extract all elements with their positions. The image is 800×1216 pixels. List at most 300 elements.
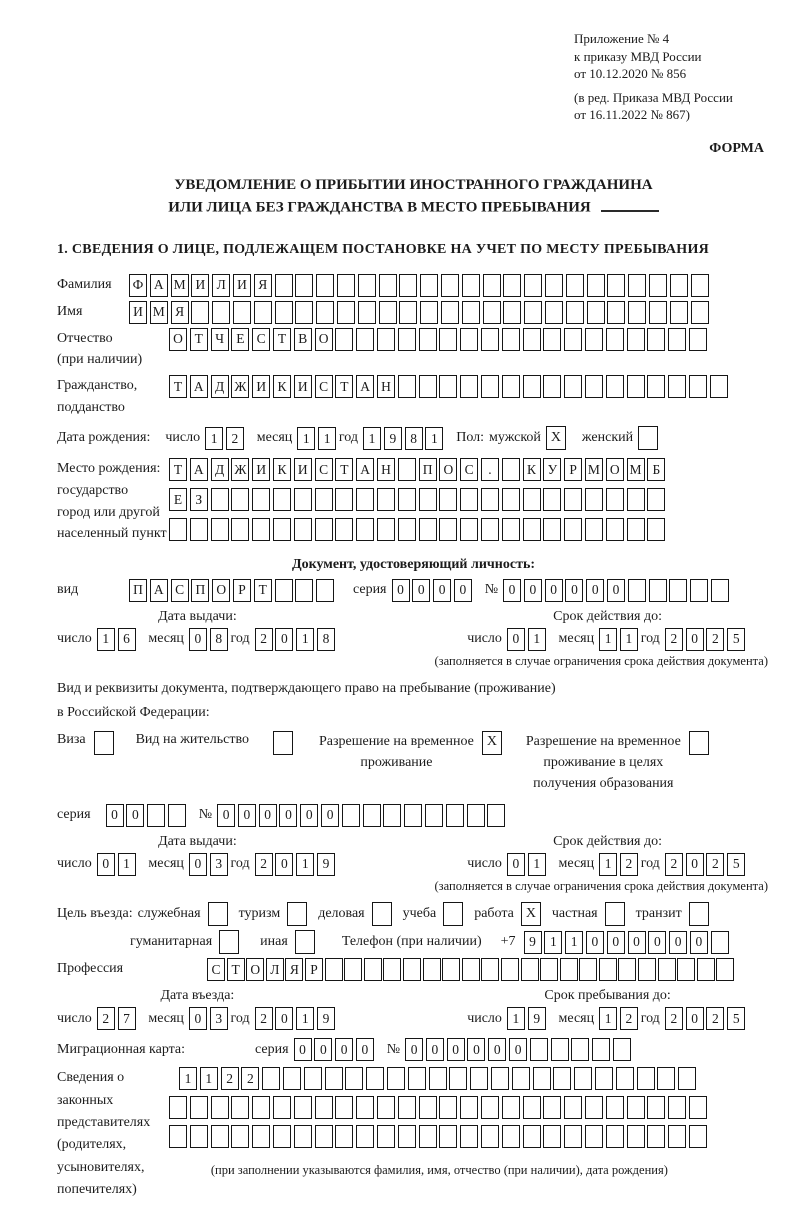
char-box[interactable] — [398, 328, 416, 351]
char-box[interactable] — [404, 804, 422, 827]
char-box[interactable]: 0 — [454, 579, 472, 602]
char-box[interactable]: 1 — [363, 427, 381, 450]
char-box[interactable] — [356, 518, 374, 541]
char-box[interactable]: М — [627, 458, 645, 481]
char-box[interactable] — [211, 1125, 229, 1148]
char-box[interactable] — [483, 301, 501, 324]
char-box[interactable] — [658, 958, 676, 981]
char-box[interactable]: 0 — [488, 1038, 506, 1061]
char-box[interactable] — [420, 274, 438, 297]
char-box[interactable] — [211, 518, 229, 541]
char-box[interactable] — [419, 1096, 437, 1119]
char-box[interactable] — [585, 518, 603, 541]
char-box[interactable] — [335, 1096, 353, 1119]
char-box[interactable] — [295, 579, 313, 602]
char-box[interactable]: В — [294, 328, 312, 351]
char-box[interactable] — [460, 488, 478, 511]
male-checkbox[interactable]: X — [546, 426, 566, 450]
char-box[interactable] — [595, 1067, 613, 1090]
char-box[interactable]: М — [585, 458, 603, 481]
char-box[interactable] — [502, 458, 520, 481]
char-box[interactable]: 1 — [296, 628, 314, 651]
char-box[interactable] — [523, 375, 541, 398]
char-box[interactable] — [460, 375, 478, 398]
char-box[interactable]: С — [315, 458, 333, 481]
char-box[interactable]: 1 — [599, 1007, 617, 1030]
char-box[interactable]: 1 — [507, 1007, 525, 1030]
char-box[interactable] — [502, 488, 520, 511]
char-box[interactable] — [168, 804, 186, 827]
char-box[interactable]: 9 — [528, 1007, 546, 1030]
char-box[interactable] — [315, 488, 333, 511]
char-box[interactable] — [668, 375, 686, 398]
char-box[interactable] — [262, 1067, 280, 1090]
char-box[interactable]: 0 — [648, 931, 666, 954]
char-box[interactable]: Т — [254, 579, 272, 602]
char-box[interactable] — [252, 488, 270, 511]
char-box[interactable] — [523, 518, 541, 541]
char-box[interactable] — [618, 958, 636, 981]
char-box[interactable]: У — [543, 458, 561, 481]
char-box[interactable]: Р — [305, 958, 323, 981]
char-box[interactable] — [512, 1067, 530, 1090]
char-box[interactable] — [273, 1096, 291, 1119]
char-box[interactable] — [419, 375, 437, 398]
char-box[interactable]: Р — [233, 579, 251, 602]
char-box[interactable] — [398, 1096, 416, 1119]
char-box[interactable] — [592, 1038, 610, 1061]
char-box[interactable] — [295, 301, 313, 324]
char-box[interactable]: 2 — [97, 1007, 115, 1030]
char-box[interactable] — [523, 488, 541, 511]
char-box[interactable] — [325, 1067, 343, 1090]
char-box[interactable] — [398, 488, 416, 511]
char-box[interactable]: 0 — [405, 1038, 423, 1061]
char-box[interactable]: 1 — [425, 427, 443, 450]
char-box[interactable] — [398, 458, 416, 481]
char-box[interactable] — [606, 488, 624, 511]
char-box[interactable] — [533, 1067, 551, 1090]
char-box[interactable] — [543, 375, 561, 398]
char-box[interactable] — [212, 301, 230, 324]
char-box[interactable] — [383, 958, 401, 981]
char-box[interactable]: Ж — [231, 375, 249, 398]
char-box[interactable]: Р — [564, 458, 582, 481]
char-box[interactable]: Н — [377, 458, 395, 481]
char-box[interactable] — [423, 958, 441, 981]
char-box[interactable] — [564, 328, 582, 351]
char-box[interactable]: А — [356, 458, 374, 481]
char-box[interactable] — [211, 488, 229, 511]
char-box[interactable] — [564, 488, 582, 511]
char-box[interactable]: 0 — [690, 931, 708, 954]
char-box[interactable] — [637, 1067, 655, 1090]
char-box[interactable] — [711, 931, 729, 954]
char-box[interactable] — [627, 518, 645, 541]
char-box[interactable] — [377, 328, 395, 351]
char-box[interactable]: С — [315, 375, 333, 398]
char-box[interactable] — [439, 1125, 457, 1148]
char-box[interactable] — [315, 1096, 333, 1119]
char-box[interactable]: 2 — [620, 853, 638, 876]
char-box[interactable]: 0 — [294, 1038, 312, 1061]
char-box[interactable] — [273, 1125, 291, 1148]
char-box[interactable] — [408, 1067, 426, 1090]
char-box[interactable]: 2 — [241, 1067, 259, 1090]
char-box[interactable]: 9 — [524, 931, 542, 954]
char-box[interactable] — [254, 301, 272, 324]
char-box[interactable]: 1 — [205, 427, 223, 450]
char-box[interactable]: К — [523, 458, 541, 481]
char-box[interactable]: 1 — [297, 427, 315, 450]
char-box[interactable]: И — [252, 458, 270, 481]
char-box[interactable] — [419, 328, 437, 351]
char-box[interactable]: 2 — [665, 853, 683, 876]
char-box[interactable] — [364, 958, 382, 981]
char-box[interactable] — [574, 1067, 592, 1090]
char-box[interactable] — [647, 518, 665, 541]
char-box[interactable] — [344, 958, 362, 981]
char-box[interactable] — [607, 301, 625, 324]
char-box[interactable] — [190, 518, 208, 541]
char-box[interactable]: 2 — [255, 628, 273, 651]
char-box[interactable]: С — [171, 579, 189, 602]
char-box[interactable]: 2 — [255, 1007, 273, 1030]
char-box[interactable] — [530, 1038, 548, 1061]
char-box[interactable] — [358, 301, 376, 324]
char-box[interactable] — [543, 328, 561, 351]
char-box[interactable]: Ч — [211, 328, 229, 351]
purpose-other-checkbox[interactable] — [295, 930, 315, 954]
char-box[interactable] — [315, 1125, 333, 1148]
char-box[interactable] — [649, 579, 667, 602]
char-box[interactable] — [710, 375, 728, 398]
char-box[interactable] — [335, 518, 353, 541]
char-box[interactable]: 1 — [599, 628, 617, 651]
char-box[interactable]: О — [606, 458, 624, 481]
char-box[interactable] — [691, 274, 709, 297]
char-box[interactable] — [564, 1096, 582, 1119]
char-box[interactable]: П — [419, 458, 437, 481]
char-box[interactable] — [657, 1067, 675, 1090]
char-box[interactable] — [398, 1125, 416, 1148]
char-box[interactable] — [523, 1125, 541, 1148]
char-box[interactable] — [524, 301, 542, 324]
char-box[interactable]: 1 — [296, 1007, 314, 1030]
char-box[interactable] — [252, 518, 270, 541]
residence-permit-checkbox[interactable] — [273, 731, 293, 755]
char-box[interactable]: 9 — [317, 853, 335, 876]
char-box[interactable]: К — [273, 458, 291, 481]
char-box[interactable] — [190, 1125, 208, 1148]
purpose-official-checkbox[interactable] — [208, 902, 228, 926]
char-box[interactable]: 0 — [426, 1038, 444, 1061]
char-box[interactable] — [231, 518, 249, 541]
char-box[interactable] — [366, 1067, 384, 1090]
char-box[interactable]: 8 — [317, 628, 335, 651]
purpose-private-checkbox[interactable] — [605, 902, 625, 926]
char-box[interactable] — [585, 375, 603, 398]
char-box[interactable] — [668, 1125, 686, 1148]
char-box[interactable]: Е — [169, 488, 187, 511]
char-box[interactable]: 1 — [544, 931, 562, 954]
char-box[interactable] — [585, 328, 603, 351]
char-box[interactable]: Т — [227, 958, 245, 981]
char-box[interactable]: 0 — [686, 628, 704, 651]
char-box[interactable] — [147, 804, 165, 827]
char-box[interactable]: 0 — [507, 853, 525, 876]
char-box[interactable]: 3 — [210, 1007, 228, 1030]
char-box[interactable] — [211, 1096, 229, 1119]
char-box[interactable]: Я — [285, 958, 303, 981]
char-box[interactable] — [487, 804, 505, 827]
char-box[interactable]: . — [481, 458, 499, 481]
char-box[interactable] — [502, 375, 520, 398]
char-box[interactable]: Ф — [129, 274, 147, 297]
char-box[interactable]: И — [191, 274, 209, 297]
char-box[interactable]: П — [129, 579, 147, 602]
char-box[interactable] — [647, 488, 665, 511]
char-box[interactable] — [545, 301, 563, 324]
char-box[interactable]: 0 — [686, 853, 704, 876]
char-box[interactable]: 0 — [607, 931, 625, 954]
char-box[interactable]: 2 — [226, 427, 244, 450]
char-box[interactable]: Т — [169, 458, 187, 481]
char-box[interactable] — [647, 328, 665, 351]
char-box[interactable]: Ж — [231, 458, 249, 481]
char-box[interactable] — [649, 274, 667, 297]
char-box[interactable] — [191, 301, 209, 324]
char-box[interactable]: О — [246, 958, 264, 981]
char-box[interactable] — [420, 301, 438, 324]
char-box[interactable] — [275, 579, 293, 602]
char-box[interactable] — [491, 1067, 509, 1090]
char-box[interactable] — [689, 1125, 707, 1148]
char-box[interactable]: 1 — [200, 1067, 218, 1090]
char-box[interactable] — [647, 375, 665, 398]
char-box[interactable] — [628, 301, 646, 324]
char-box[interactable] — [551, 1038, 569, 1061]
char-box[interactable] — [668, 328, 686, 351]
char-box[interactable]: Л — [212, 274, 230, 297]
temp-residence-permit-edu-checkbox[interactable] — [689, 731, 709, 755]
purpose-study-checkbox[interactable] — [443, 902, 463, 926]
char-box[interactable]: 0 — [412, 579, 430, 602]
char-box[interactable]: С — [207, 958, 225, 981]
char-box[interactable] — [587, 274, 605, 297]
char-box[interactable]: И — [252, 375, 270, 398]
char-box[interactable]: 2 — [221, 1067, 239, 1090]
char-box[interactable]: Я — [254, 274, 272, 297]
char-box[interactable]: О — [315, 328, 333, 351]
char-box[interactable] — [543, 1125, 561, 1148]
char-box[interactable] — [316, 274, 334, 297]
char-box[interactable]: Д — [211, 458, 229, 481]
char-box[interactable] — [540, 958, 558, 981]
char-box[interactable] — [481, 328, 499, 351]
char-box[interactable]: 0 — [565, 579, 583, 602]
char-box[interactable] — [691, 301, 709, 324]
char-box[interactable]: 0 — [275, 628, 293, 651]
char-box[interactable]: Б — [647, 458, 665, 481]
char-box[interactable] — [439, 488, 457, 511]
char-box[interactable]: А — [190, 375, 208, 398]
char-box[interactable] — [628, 579, 646, 602]
char-box[interactable] — [616, 1067, 634, 1090]
char-box[interactable] — [379, 274, 397, 297]
char-box[interactable] — [669, 579, 687, 602]
char-box[interactable]: 0 — [279, 804, 297, 827]
char-box[interactable] — [345, 1067, 363, 1090]
char-box[interactable] — [252, 1096, 270, 1119]
char-box[interactable] — [377, 1096, 395, 1119]
char-box[interactable]: 0 — [586, 579, 604, 602]
char-box[interactable] — [398, 375, 416, 398]
char-box[interactable] — [294, 1096, 312, 1119]
purpose-transit-checkbox[interactable] — [689, 902, 709, 926]
char-box[interactable]: 1 — [118, 853, 136, 876]
char-box[interactable]: 8 — [210, 628, 228, 651]
char-box[interactable]: 0 — [259, 804, 277, 827]
char-box[interactable] — [460, 1125, 478, 1148]
char-box[interactable]: Л — [266, 958, 284, 981]
char-box[interactable] — [231, 1125, 249, 1148]
char-box[interactable] — [335, 488, 353, 511]
char-box[interactable] — [627, 375, 645, 398]
char-box[interactable] — [399, 301, 417, 324]
char-box[interactable]: 9 — [317, 1007, 335, 1030]
char-box[interactable] — [668, 1096, 686, 1119]
char-box[interactable] — [649, 301, 667, 324]
char-box[interactable] — [439, 375, 457, 398]
char-box[interactable] — [169, 518, 187, 541]
char-box[interactable] — [403, 958, 421, 981]
char-box[interactable] — [304, 1067, 322, 1090]
char-box[interactable] — [273, 518, 291, 541]
char-box[interactable] — [356, 328, 374, 351]
char-box[interactable]: Д — [211, 375, 229, 398]
char-box[interactable] — [502, 1096, 520, 1119]
purpose-tourism-checkbox[interactable] — [287, 902, 307, 926]
char-box[interactable] — [560, 958, 578, 981]
char-box[interactable] — [283, 1067, 301, 1090]
char-box[interactable] — [543, 488, 561, 511]
char-box[interactable] — [439, 328, 457, 351]
char-box[interactable] — [356, 488, 374, 511]
char-box[interactable]: 0 — [392, 579, 410, 602]
char-box[interactable] — [379, 301, 397, 324]
char-box[interactable]: А — [150, 274, 168, 297]
char-box[interactable] — [566, 301, 584, 324]
char-box[interactable]: 0 — [545, 579, 563, 602]
char-box[interactable]: О — [212, 579, 230, 602]
char-box[interactable] — [231, 488, 249, 511]
char-box[interactable]: 0 — [607, 579, 625, 602]
char-box[interactable]: 0 — [447, 1038, 465, 1061]
char-box[interactable]: 6 — [118, 628, 136, 651]
char-box[interactable] — [502, 518, 520, 541]
char-box[interactable]: Е — [231, 328, 249, 351]
char-box[interactable] — [481, 1096, 499, 1119]
char-box[interactable] — [377, 518, 395, 541]
char-box[interactable] — [502, 328, 520, 351]
char-box[interactable] — [677, 958, 695, 981]
char-box[interactable] — [503, 301, 521, 324]
char-box[interactable]: О — [169, 328, 187, 351]
char-box[interactable] — [647, 1096, 665, 1119]
char-box[interactable]: 0 — [586, 931, 604, 954]
char-box[interactable] — [169, 1096, 187, 1119]
char-box[interactable] — [670, 274, 688, 297]
char-box[interactable] — [467, 804, 485, 827]
char-box[interactable] — [647, 1125, 665, 1148]
temp-residence-permit-checkbox[interactable]: X — [482, 731, 502, 755]
char-box[interactable]: 2 — [706, 1007, 724, 1030]
char-box[interactable] — [571, 1038, 589, 1061]
char-box[interactable]: Т — [273, 328, 291, 351]
char-box[interactable] — [689, 328, 707, 351]
char-box[interactable] — [335, 328, 353, 351]
char-box[interactable] — [419, 518, 437, 541]
purpose-business-checkbox[interactable] — [372, 902, 392, 926]
char-box[interactable] — [449, 1067, 467, 1090]
char-box[interactable]: И — [294, 458, 312, 481]
char-box[interactable] — [231, 1096, 249, 1119]
char-box[interactable] — [190, 1096, 208, 1119]
char-box[interactable] — [627, 328, 645, 351]
char-box[interactable] — [638, 958, 656, 981]
char-box[interactable] — [553, 1067, 571, 1090]
char-box[interactable] — [273, 488, 291, 511]
char-box[interactable] — [524, 274, 542, 297]
char-box[interactable] — [275, 274, 293, 297]
char-box[interactable]: А — [150, 579, 168, 602]
char-box[interactable] — [358, 274, 376, 297]
char-box[interactable] — [398, 518, 416, 541]
char-box[interactable]: 1 — [528, 628, 546, 651]
char-box[interactable] — [294, 518, 312, 541]
char-box[interactable]: 0 — [628, 931, 646, 954]
char-box[interactable] — [441, 274, 459, 297]
char-box[interactable]: Т — [190, 328, 208, 351]
char-box[interactable]: 0 — [314, 1038, 332, 1061]
char-box[interactable]: 0 — [275, 1007, 293, 1030]
char-box[interactable]: И — [233, 274, 251, 297]
char-box[interactable]: 0 — [106, 804, 124, 827]
char-box[interactable]: К — [273, 375, 291, 398]
char-box[interactable] — [356, 1096, 374, 1119]
char-box[interactable] — [470, 1067, 488, 1090]
char-box[interactable] — [439, 518, 457, 541]
char-box[interactable]: Т — [335, 375, 353, 398]
char-box[interactable] — [585, 1096, 603, 1119]
char-box[interactable] — [294, 488, 312, 511]
char-box[interactable] — [628, 274, 646, 297]
char-box[interactable]: 2 — [665, 628, 683, 651]
char-box[interactable] — [441, 301, 459, 324]
char-box[interactable]: 0 — [356, 1038, 374, 1061]
char-box[interactable]: 7 — [118, 1007, 136, 1030]
char-box[interactable]: 2 — [706, 628, 724, 651]
char-box[interactable] — [690, 579, 708, 602]
char-box[interactable] — [599, 958, 617, 981]
char-box[interactable]: 0 — [686, 1007, 704, 1030]
char-box[interactable]: 0 — [126, 804, 144, 827]
char-box[interactable]: И — [294, 375, 312, 398]
char-box[interactable]: Н — [377, 375, 395, 398]
char-box[interactable]: 2 — [255, 853, 273, 876]
char-box[interactable]: 0 — [275, 853, 293, 876]
